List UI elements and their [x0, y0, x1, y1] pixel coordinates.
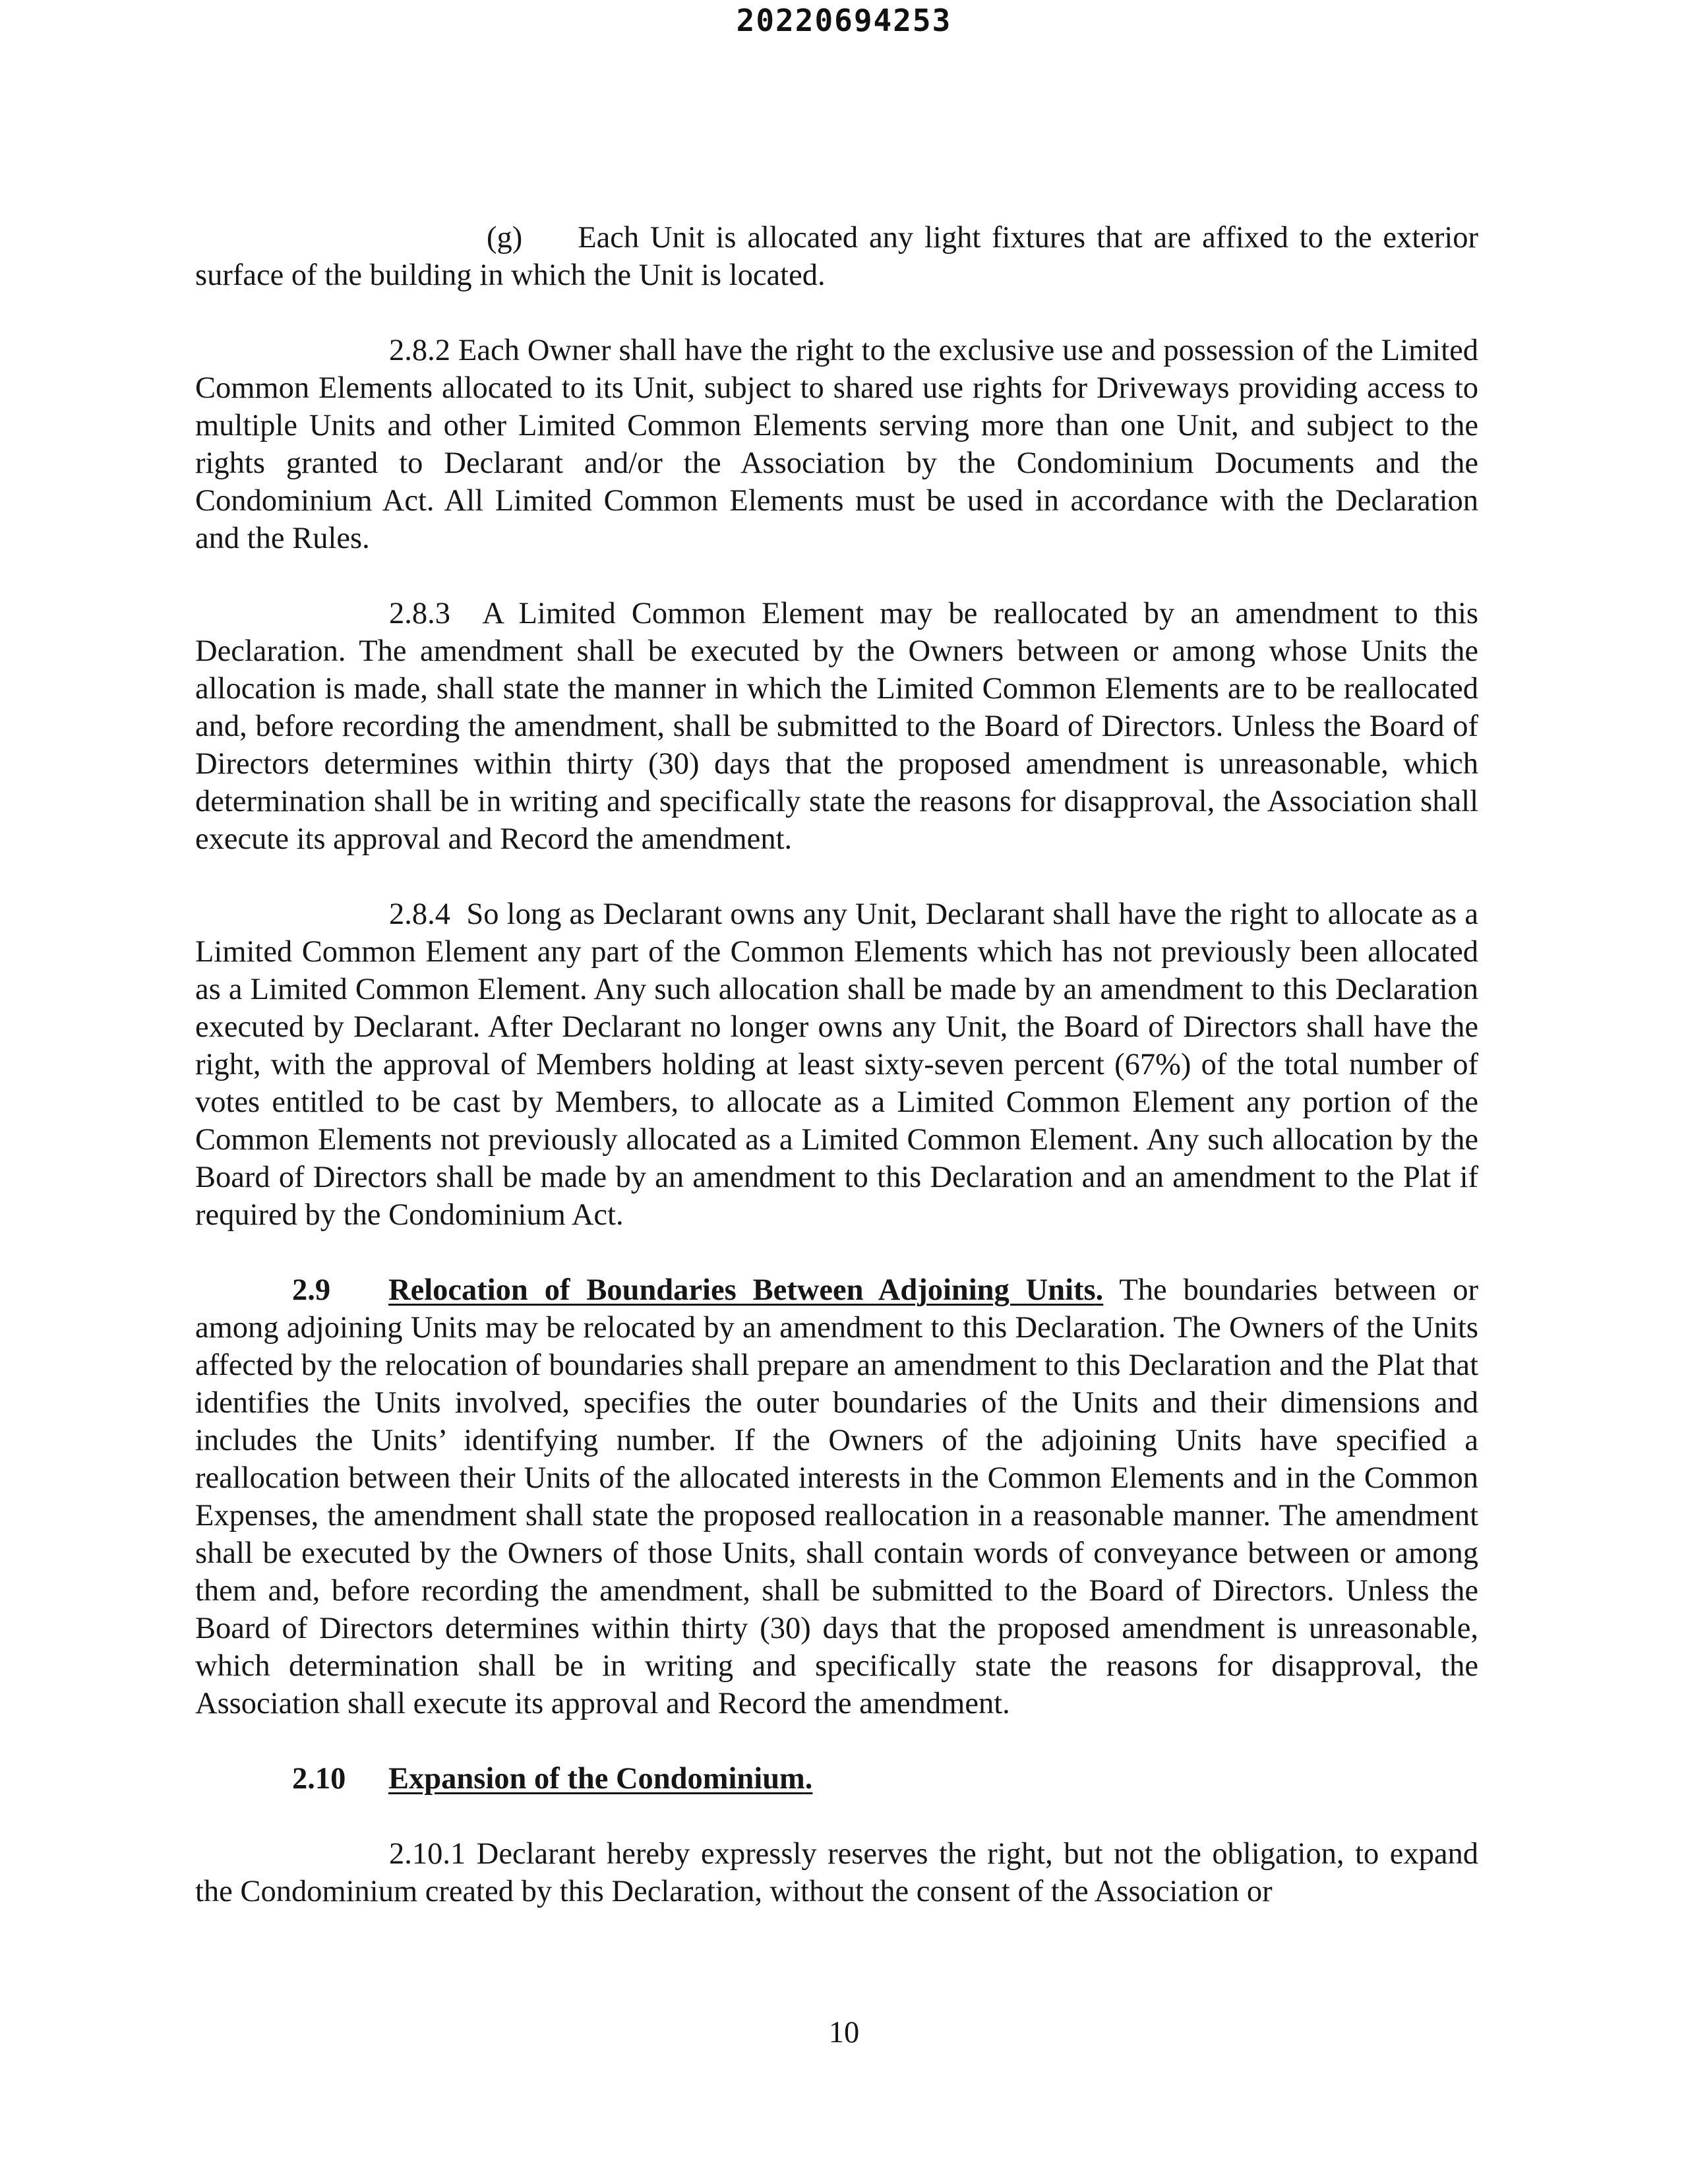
paragraph-g-label: (g)	[487, 221, 523, 255]
paragraph-2-8-4-text: So long as Declarant owns any Unit, Declarant shall have the right to allocate as a Limited Common Element any part of the Common Elements which has not previously been allocated as a Limited Common Element. Any such allocation shall be made by an amendment to this Declaration executed by Declarant. After Declarant no longer owns any Unit, the Board of Directors shall have the right, with the approval of Members holding at least sixty-seven percent (67%) of the total number of votes entitled to be cast by Members, to allocate as a Limited Common Element any portion of the Common Elements not previously allocated as a Limited Common Element. Any such allocation by the Board of Directors shall be made by an amendment to this Declaration and an amendment to the Plat if required by the Condominium Act.	[195, 897, 1479, 1232]
section-2-9-number: 2.9	[292, 1273, 331, 1307]
paragraph-2-8-2-number: 2.8.2	[389, 334, 450, 367]
page-number: 10	[828, 2016, 860, 2049]
paragraph-2-8-2-text: Each Owner shall have the right to the exclusive use and possession of the Limited Common Elements allocated to its Unit, subject to shared use rights for Driveways providing access to multiple Units and other Limited Common Elements serving more than one Unit, and subject to the rights granted to Declarant and/or the Association by the Condominium Documents and the Condominium Act. All Limited Common Elements must be used in accordance with the Declaration and the Rules.	[195, 334, 1479, 555]
paragraph-g	[195, 219, 1478, 294]
paragraph-gap	[195, 1798, 1478, 1835]
section-2-9-heading-period: .	[1095, 1273, 1104, 1307]
paragraph-gap	[195, 1234, 1478, 1271]
paragraph-gap	[195, 294, 1478, 332]
section-2-9-text: The boundaries between or among adjoining Units may be relocated by an amendment to this Declaration. The Owners of the Units affected by the relocation of boundaries shall prepare an amendment to this Declaration and the Plat that identifies the Units involved, specifies the outer boundaries of the Units and their dimensions and includes the Units’ identifying number. If the Owners of the adjoining Units have specified a reallocation between their Units of the allocated interests in the Common Elements and in the Common Expenses, the amendment shall state the proposed reallocation in a reasonable manner. The amendment shall be executed by the Owners of those Units, shall contain words of conveyance between or among them and, before recording the amendment, shall be submitted to the Board of Directors. Unless the Board of Directors determines within thirty (30) days that the proposed amendment is unreasonable, which determination shall be in writing and specifically state the reasons for disapproval, the Association shall execute its approval and Record the amendment.	[195, 1273, 1478, 1720]
paragraph-2-10-1	[195, 1835, 1478, 1910]
section-2-10-heading-period: .	[804, 1762, 813, 1796]
document-body	[195, 219, 1478, 1910]
section-2-10	[195, 1760, 1478, 1798]
section-2-10-heading: Expansion of the Condominium	[388, 1762, 805, 1796]
paragraph-2-10-1-text: Declarant hereby expressly reserves the right, but not the obligation, to expand the Condominium created by this Declaration, without the consent of the Association or	[195, 1837, 1479, 1908]
document-number: 20220694253	[736, 3, 952, 38]
paragraph-gap	[195, 1722, 1478, 1760]
paragraph-2-10-1-number: 2.10.1	[389, 1837, 466, 1871]
section-2-9	[195, 1271, 1478, 1722]
section-2-9-heading: Relocation of Boundaries Between Adjoining Units	[388, 1273, 1096, 1307]
paragraph-2-8-3-text: A Limited Common Element may be reallocated by an amendment to this Declaration. The amendment shall be executed by the Owners between or among whose Units the allocation is made, shall state the manner in which the Limited Common Elements are to be reallocated and, before recording the amendment, shall be submitted to the Board of Directors. Unless the Board of Directors determines within thirty (30) days that the proposed amendment is unreasonable, which determination shall be in writing and specifically state the reasons for disapproval, the Association shall execute its approval and Record the amendment.	[195, 597, 1478, 856]
paragraph-g-text: Each Unit is allocated any light fixtures that are affixed to the exterior surface of the building in which the Unit is located.	[195, 221, 1478, 292]
paragraph-2-8-2	[195, 332, 1478, 557]
paragraph-2-8-3-number: 2.8.3	[389, 597, 450, 630]
paragraph-2-8-4-number: 2.8.4	[389, 897, 450, 931]
section-2-10-number: 2.10	[292, 1762, 346, 1796]
paragraph-2-8-4	[195, 895, 1478, 1234]
paragraph-2-8-3	[195, 595, 1478, 858]
paragraph-gap	[195, 557, 1478, 595]
paragraph-gap	[195, 858, 1478, 895]
